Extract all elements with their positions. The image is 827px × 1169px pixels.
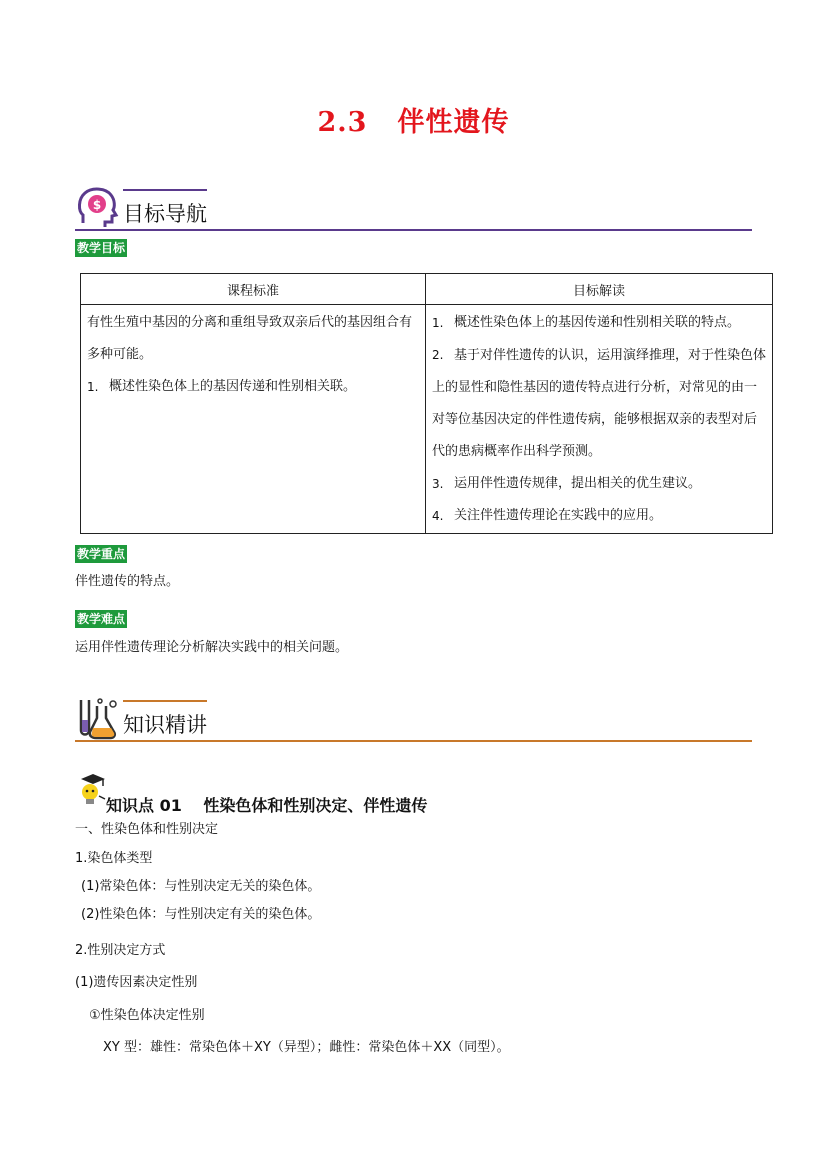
list-text: 概述性染色体上的基因传递和性别相关联。 xyxy=(109,379,357,394)
list-text: 概述性染色体上的基因传递和性别相关联的特点。 xyxy=(454,315,741,330)
list-text: 运用伴性遗传规律，提出相关的优生建议。 xyxy=(454,476,702,491)
tag-label: 教学重点 xyxy=(77,547,126,561)
section-header-knowledge xyxy=(75,692,752,742)
heading-chromosome-types: 1.染色体类型 xyxy=(75,851,153,866)
table-header-interpretation: 目标解读 xyxy=(426,274,773,305)
section-divider xyxy=(75,229,752,231)
knowledge-point-title: 知识点 01 性染色体和性别决定、伴性遗传 xyxy=(106,796,428,815)
heading-1: 一、性染色体和性别决定 xyxy=(75,822,219,837)
autosome-definition: (1)常染色体：与性别决定无关的染色体。 xyxy=(81,879,321,894)
list-text: 基于对伴性遗传的认识，运用演绎推理，对于性染色体上的显性和隐性基因的遗传特点进行分析，对常见的由一对等位基因决定的伴性遗传病，能够根据双亲的表型对后代的患病概率作出科学预测。 xyxy=(432,348,767,459)
standard-intro: 有性生殖中基因的分离和重组导致双亲后代的基因组合有多种可能。 xyxy=(87,315,413,362)
section-divider xyxy=(75,740,752,742)
list-item xyxy=(432,339,766,468)
heading-genetic-factors: (1)遗传因素决定性别 xyxy=(75,975,198,990)
table-cell-interpretation xyxy=(426,305,773,534)
section-title: 目标导航 xyxy=(123,202,207,226)
tag-label: 教学目标 xyxy=(77,241,126,255)
list-number: 2. xyxy=(432,348,444,362)
brain-icon xyxy=(75,185,119,229)
tag-teaching-difficulty xyxy=(75,608,127,628)
section-header-goals xyxy=(75,181,752,231)
heading-sex-determination: 2.性别决定方式 xyxy=(75,943,166,958)
tag-label: 教学难点 xyxy=(77,612,126,626)
title-number: 2.3 xyxy=(317,107,368,138)
heading-sex-chromosome-determination: ①性染色体决定性别 xyxy=(89,1008,205,1023)
section-title: 知识精讲 xyxy=(123,713,207,737)
table-header-standard: 课程标准 xyxy=(81,274,426,305)
list-number: 4. xyxy=(432,509,444,523)
svg-text:$: $ xyxy=(92,198,102,212)
table-cell-standard xyxy=(81,305,426,534)
page-title xyxy=(0,100,827,139)
sex-chromosome-definition: (2)性染色体：与性别决定有关的染色体。 xyxy=(81,907,321,922)
graduation-bulb-icon xyxy=(75,772,109,808)
standards-table xyxy=(80,273,773,534)
list-item xyxy=(432,468,766,500)
tag-teaching-goals xyxy=(75,237,127,257)
list-number: 1. xyxy=(432,316,444,330)
list-item xyxy=(432,307,766,339)
list-item xyxy=(432,500,766,532)
difficulty-text: 运用伴性遗传理论分析解决实践中的相关问题。 xyxy=(75,640,349,655)
xy-type-description: XY 型：雄性：常染色体＋XY（异型）；雌性：常染色体＋XX（同型）。 xyxy=(103,1040,510,1055)
key-point-text: 伴性遗传的特点。 xyxy=(75,574,180,589)
list-number: 1. xyxy=(87,380,99,394)
list-item xyxy=(87,371,419,403)
list-number: 3. xyxy=(432,477,444,491)
tag-teaching-key xyxy=(75,543,127,563)
list-text: 关注伴性遗传理论在实践中的应用。 xyxy=(454,508,663,523)
title-text: 伴性遗传 xyxy=(397,107,510,138)
flask-icon xyxy=(75,696,119,740)
